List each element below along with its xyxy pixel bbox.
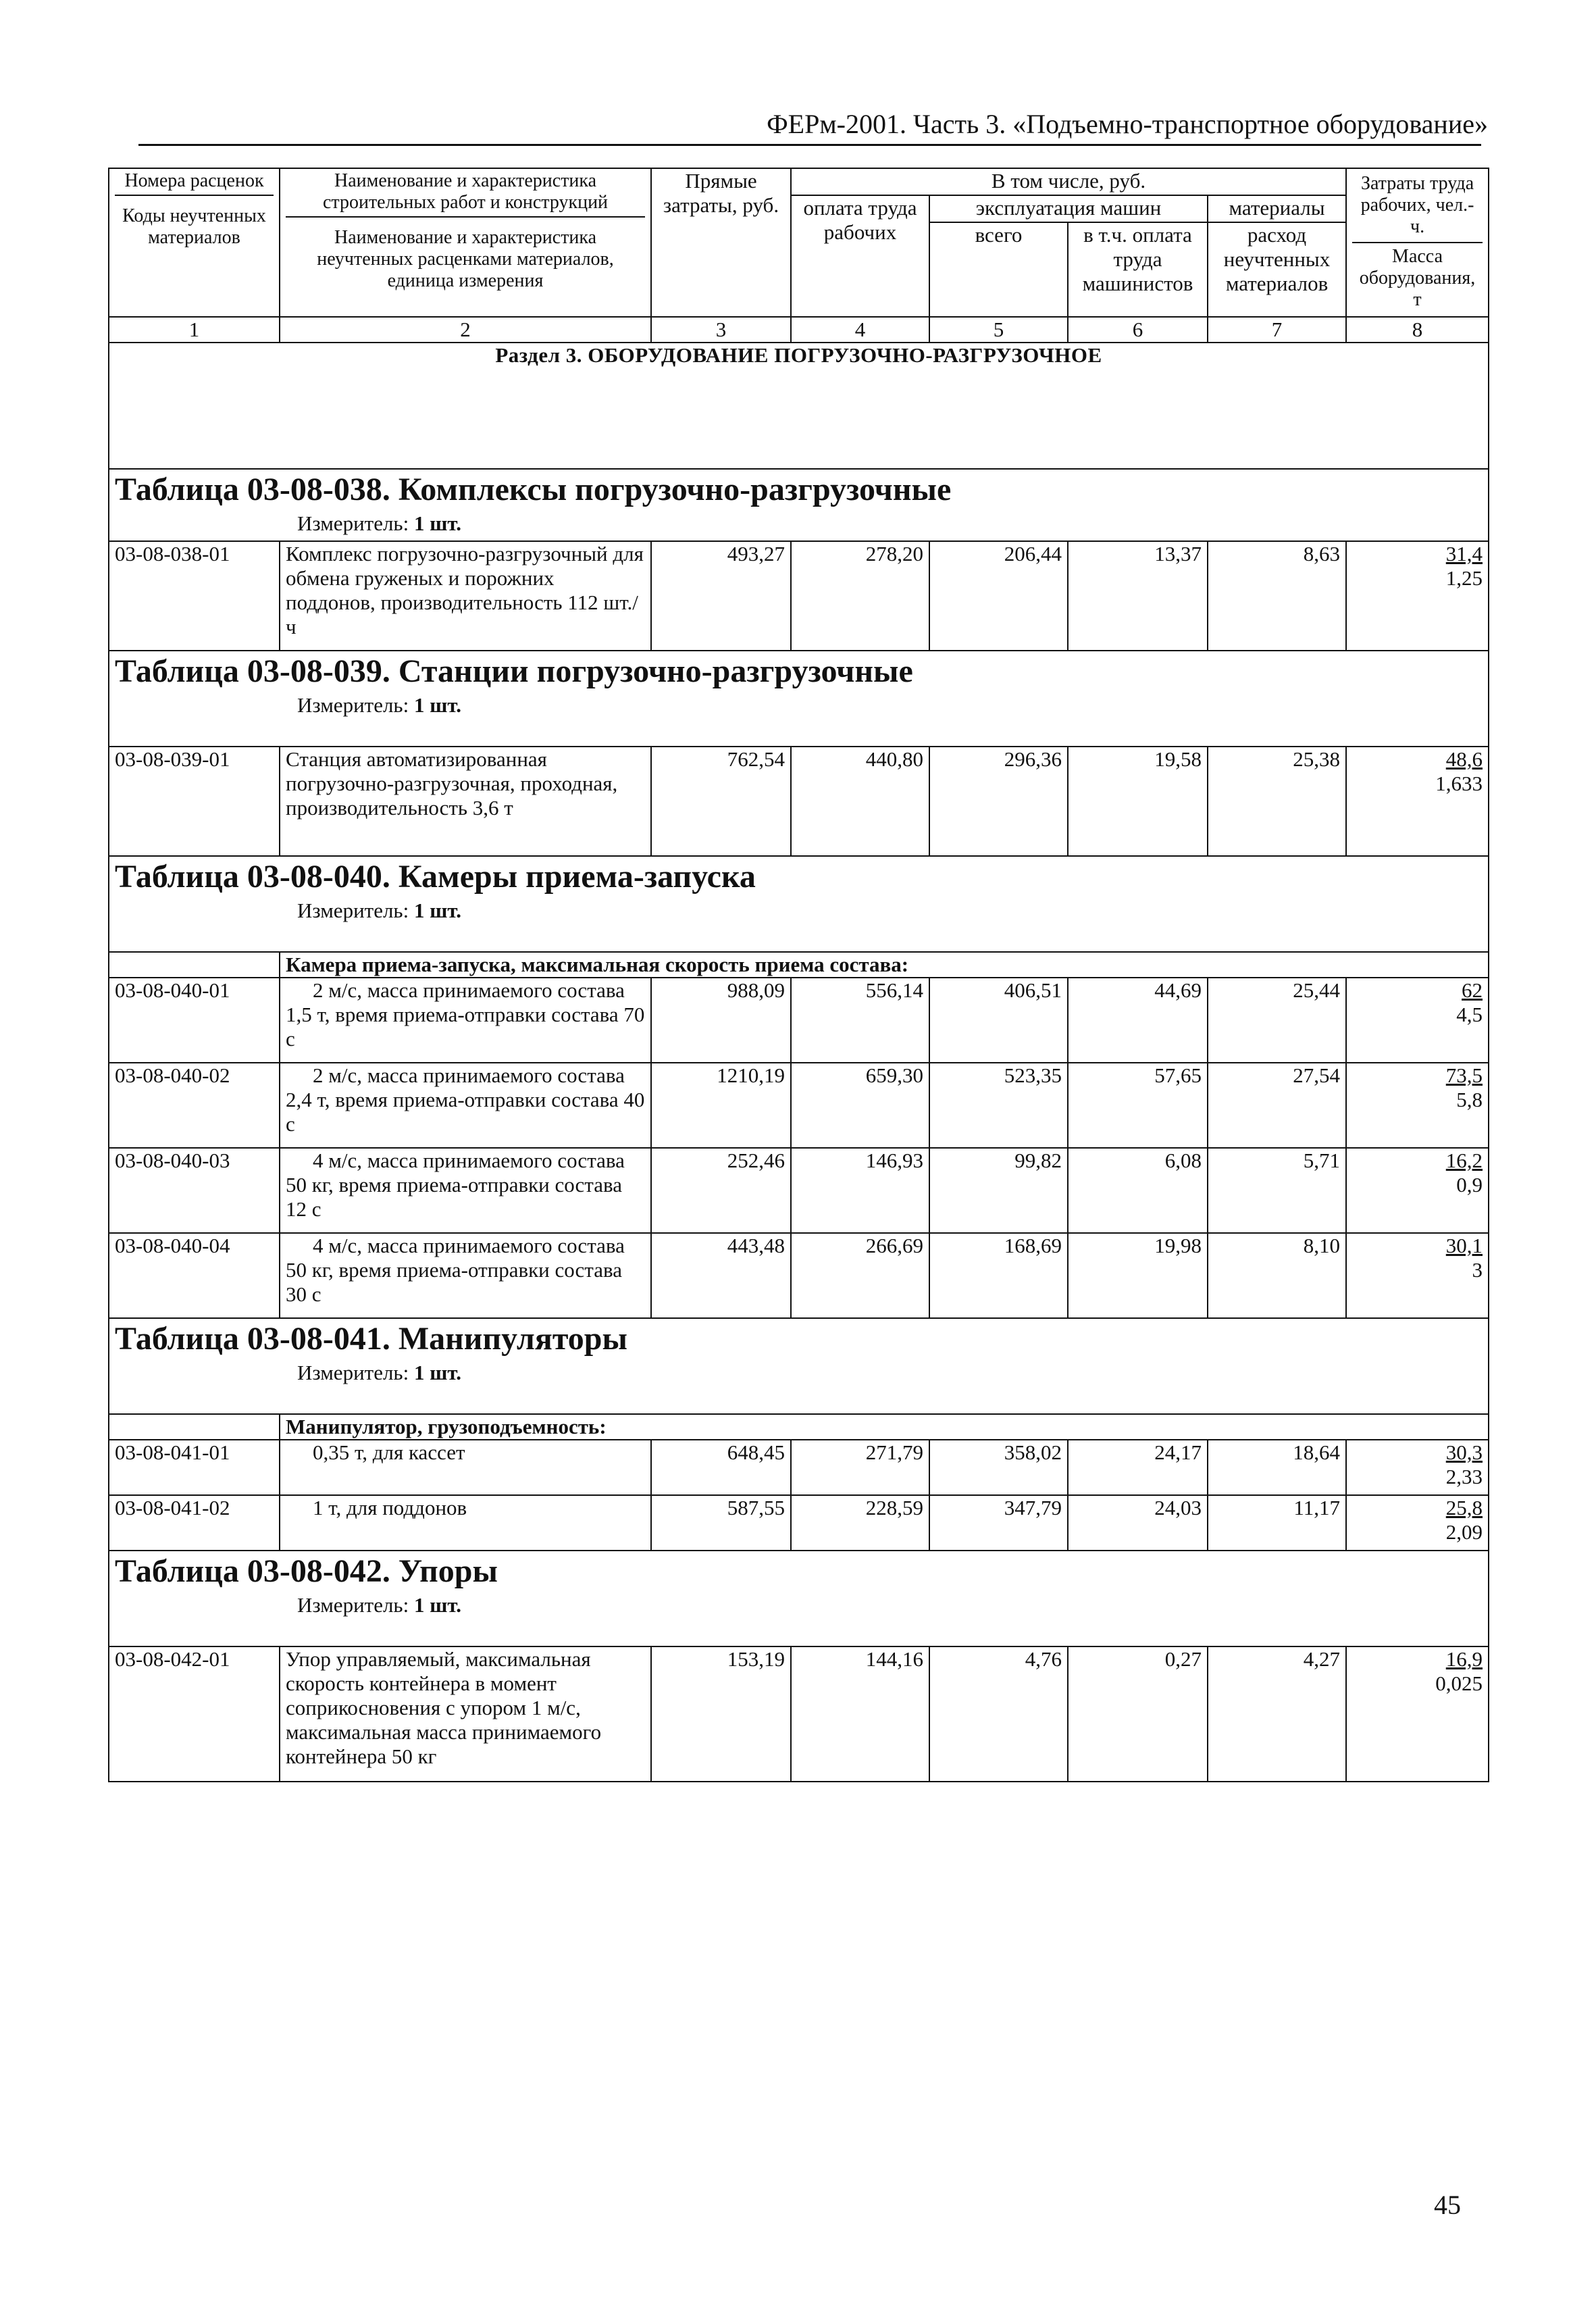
hdr-labor-pay: оплата труда рабочих [791, 195, 929, 317]
machinists-pay: 19,98 [1068, 1233, 1208, 1318]
measure [115, 1592, 1483, 1620]
measure-value: 1 шт. [413, 511, 462, 535]
materials-cost: 11,17 [1208, 1495, 1346, 1551]
group-row [109, 1414, 1489, 1440]
machines-total: 358,02 [929, 1440, 1068, 1495]
labor-hours: 48,6 [1445, 747, 1483, 771]
labor-hours: 73,5 [1445, 1063, 1483, 1087]
labor-hours: 30,3 [1445, 1440, 1483, 1464]
labor-pay: 556,14 [791, 978, 929, 1063]
group-code-empty [109, 952, 280, 978]
machinists-pay: 19,58 [1068, 747, 1208, 856]
machines-total: 523,35 [929, 1063, 1068, 1148]
table-row [109, 978, 1489, 1063]
materials-cost: 8,63 [1208, 541, 1346, 651]
equipment-mass: 2,09 [1445, 1520, 1483, 1544]
labor-mass-cell [1346, 1646, 1489, 1782]
materials-cost: 27,54 [1208, 1063, 1346, 1148]
table-title: Таблица 03-08-042. Упоры [115, 1553, 498, 1589]
equipment-mass: 3 [1472, 1258, 1483, 1282]
rate-name: 2 м/с, масса принимаемого состава 2,4 т, время приема-отправки состава 40 с [280, 1063, 651, 1148]
page-number: 45 [1434, 2190, 1461, 2220]
rate-code: 03-08-040-04 [109, 1233, 280, 1318]
materials-cost: 18,64 [1208, 1440, 1346, 1495]
col-num: 3 [651, 317, 791, 343]
labor-hours: 25,8 [1445, 1496, 1483, 1519]
labor-mass-cell [1346, 1440, 1489, 1495]
measure-value: 1 шт. [413, 693, 462, 717]
direct-cost: 988,09 [651, 978, 791, 1063]
materials-cost: 4,27 [1208, 1646, 1346, 1782]
col-num: 8 [1346, 317, 1489, 343]
labor-hours: 62 [1462, 978, 1483, 1002]
group-title: Камера приема-запуска, максимальная скорость приема состава: [280, 952, 1489, 978]
table-heading-row [109, 651, 1489, 747]
machines-total: 99,82 [929, 1148, 1068, 1233]
rate-name: Станция автоматизированная погрузочно-разгрузочная, проходная, производительность 3,6 т [280, 747, 651, 856]
rate-code: 03-08-039-01 [109, 747, 280, 856]
direct-cost: 443,48 [651, 1233, 791, 1318]
rate-code: 03-08-042-01 [109, 1646, 280, 1782]
hdr-incl: В том числе, руб. [791, 168, 1346, 195]
rate-name: Упор управляемый, максимальная скорость контейнера в момент соприкосновения с упором 1 м/с, максимальная масса принимаемого контейнера 50 кг [280, 1646, 651, 1782]
rate-name: 4 м/с, масса принимаемого состава 50 кг, время приема-отправки состава 30 с [280, 1233, 651, 1318]
labor-mass-cell [1346, 747, 1489, 856]
section-title: Раздел 3. ОБОРУДОВАНИЕ ПОГРУЗОЧНО-РАЗГРУЗОЧНОЕ [109, 343, 1489, 469]
direct-cost: 762,54 [651, 747, 791, 856]
column-numbers-row [109, 317, 1489, 343]
labor-hours: 16,9 [1445, 1647, 1483, 1671]
materials-cost: 25,44 [1208, 978, 1346, 1063]
rate-name: 2 м/с, масса принимаемого состава 1,5 т, время приема-отправки состава 70 с [280, 978, 651, 1063]
header-row-1 [109, 168, 1489, 195]
direct-cost: 587,55 [651, 1495, 791, 1551]
equipment-mass: 4,5 [1456, 1003, 1483, 1026]
machinists-pay: 13,37 [1068, 541, 1208, 651]
measure [115, 897, 1483, 926]
group-row [109, 952, 1489, 978]
table-row [109, 541, 1489, 651]
labor-pay: 659,30 [791, 1063, 929, 1148]
table-heading-row [109, 1551, 1489, 1646]
table-title: Таблица 03-08-039. Станции погрузочно-разгрузочные [115, 653, 913, 689]
machinists-pay: 57,65 [1068, 1063, 1208, 1148]
col-num: 7 [1208, 317, 1346, 343]
measure [115, 692, 1483, 720]
labor-pay: 278,20 [791, 541, 929, 651]
direct-cost: 1210,19 [651, 1063, 791, 1148]
machines-total: 4,76 [929, 1646, 1068, 1782]
labor-hours: 16,2 [1445, 1149, 1483, 1172]
direct-cost: 493,27 [651, 541, 791, 651]
header-rule [138, 144, 1481, 146]
hdr-labor-a: Затраты труда рабочих, чел.-ч. [1352, 169, 1483, 243]
col-num: 6 [1068, 317, 1208, 343]
col-num: 2 [280, 317, 651, 343]
table-row [109, 1646, 1489, 1782]
table-row [109, 1440, 1489, 1495]
rate-code: 03-08-040-02 [109, 1063, 280, 1148]
table-row [109, 747, 1489, 856]
hdr-labor [1346, 168, 1489, 317]
table-heading [109, 469, 1489, 541]
group-title: Манипулятор, грузоподъемность: [280, 1414, 1489, 1440]
table-heading-row [109, 1318, 1489, 1414]
table-heading [109, 651, 1489, 747]
measure-label: Измеритель: [297, 1361, 409, 1384]
machines-total: 406,51 [929, 978, 1068, 1063]
machines-total: 168,69 [929, 1233, 1068, 1318]
hdr-codes-a: Номера расценок [115, 169, 274, 196]
measure-value: 1 шт. [413, 899, 462, 922]
table-row [109, 1148, 1489, 1233]
hdr-codes-b: Коды неучтенных материалов [122, 205, 266, 248]
labor-pay: 271,79 [791, 1440, 929, 1495]
machinists-pay: 0,27 [1068, 1646, 1208, 1782]
labor-hours: 31,4 [1445, 542, 1483, 565]
equipment-mass: 5,8 [1456, 1088, 1483, 1111]
col-num: 5 [929, 317, 1068, 343]
equipment-mass: 0,025 [1435, 1671, 1483, 1695]
measure [115, 1359, 1483, 1388]
table-title: Таблица 03-08-040. Камеры приема-запуска [115, 859, 756, 895]
rate-code: 03-08-041-01 [109, 1440, 280, 1495]
equipment-mass: 0,9 [1456, 1173, 1483, 1197]
rates-table [108, 168, 1489, 1782]
machinists-pay: 6,08 [1068, 1148, 1208, 1233]
labor-mass-cell [1346, 1495, 1489, 1551]
measure-label: Измеритель: [297, 1593, 409, 1617]
hdr-machines-total: всего [929, 222, 1068, 317]
table-row [109, 1233, 1489, 1318]
col-num: 4 [791, 317, 929, 343]
machines-total: 296,36 [929, 747, 1068, 856]
table-title: Таблица 03-08-041. Манипуляторы [115, 1321, 627, 1357]
hdr-name-b: Наименование и характеристика неучтенных расценками материалов, единица измерения [317, 227, 614, 291]
rate-code: 03-08-040-03 [109, 1148, 280, 1233]
equipment-mass: 1,25 [1445, 566, 1483, 590]
rate-code: 03-08-038-01 [109, 541, 280, 651]
running-head: ФЕРм-2001. Часть 3. «Подъемно-транспортное оборудование» [767, 109, 1488, 139]
measure-label: Измеритель: [297, 511, 409, 535]
labor-mass-cell [1346, 1063, 1489, 1148]
rate-name: 1 т, для поддонов [280, 1495, 651, 1551]
hdr-name [280, 168, 651, 317]
hdr-codes [109, 168, 280, 317]
machines-total: 206,44 [929, 541, 1068, 651]
materials-cost: 5,71 [1208, 1148, 1346, 1233]
table-row [109, 1495, 1489, 1551]
machinists-pay: 24,17 [1068, 1440, 1208, 1495]
rate-name: Комплекс погрузочно-разгрузочный для обмена груженых и порожних поддонов, производительность 112 шт./ч [280, 541, 651, 651]
direct-cost: 252,46 [651, 1148, 791, 1233]
section-row [109, 343, 1489, 469]
labor-mass-cell [1346, 1148, 1489, 1233]
labor-hours: 30,1 [1445, 1234, 1483, 1257]
rate-name: 4 м/с, масса принимаемого состава 50 кг, время приема-отправки состава 12 с [280, 1148, 651, 1233]
col-num: 1 [109, 317, 280, 343]
measure-value: 1 шт. [413, 1361, 462, 1384]
labor-mass-cell [1346, 1233, 1489, 1318]
measure [115, 510, 1483, 538]
hdr-machines: эксплуатация машин [929, 195, 1208, 222]
direct-cost: 648,45 [651, 1440, 791, 1495]
machinists-pay: 24,03 [1068, 1495, 1208, 1551]
labor-mass-cell [1346, 978, 1489, 1063]
table-title: Таблица 03-08-038. Комплексы погрузочно-разгрузочные [115, 472, 952, 507]
table-heading-row [109, 469, 1489, 541]
rate-name: 0,35 т, для кассет [280, 1440, 651, 1495]
labor-pay: 144,16 [791, 1646, 929, 1782]
table-heading [109, 1551, 1489, 1646]
equipment-mass: 1,633 [1435, 772, 1483, 795]
materials-cost: 25,38 [1208, 747, 1346, 856]
labor-pay: 440,80 [791, 747, 929, 856]
table-heading-row [109, 856, 1489, 952]
table-heading [109, 1318, 1489, 1414]
hdr-labor-b: Масса оборудования, т [1359, 246, 1476, 310]
measure-value: 1 шт. [413, 1593, 462, 1617]
group-code-empty [109, 1414, 280, 1440]
labor-pay: 146,93 [791, 1148, 929, 1233]
table-heading [109, 856, 1489, 952]
labor-mass-cell [1346, 541, 1489, 651]
rate-code: 03-08-040-01 [109, 978, 280, 1063]
labor-pay: 266,69 [791, 1233, 929, 1318]
materials-cost: 8,10 [1208, 1233, 1346, 1318]
hdr-direct: Прямые затраты, руб. [651, 168, 791, 317]
hdr-machinists-pay: в т.ч. оплата труда машинистов [1068, 222, 1208, 317]
machines-total: 347,79 [929, 1495, 1068, 1551]
hdr-materials-use: расход неучтенных материалов [1208, 222, 1346, 317]
rate-code: 03-08-041-02 [109, 1495, 280, 1551]
labor-pay: 228,59 [791, 1495, 929, 1551]
machinists-pay: 44,69 [1068, 978, 1208, 1063]
equipment-mass: 2,33 [1445, 1465, 1483, 1488]
table-row [109, 1063, 1489, 1148]
measure-label: Измеритель: [297, 899, 409, 922]
hdr-materials: материалы [1208, 195, 1346, 222]
hdr-name-a: Наименование и характеристика строительных работ и конструкций [286, 169, 645, 218]
direct-cost: 153,19 [651, 1646, 791, 1782]
measure-label: Измеритель: [297, 693, 409, 717]
